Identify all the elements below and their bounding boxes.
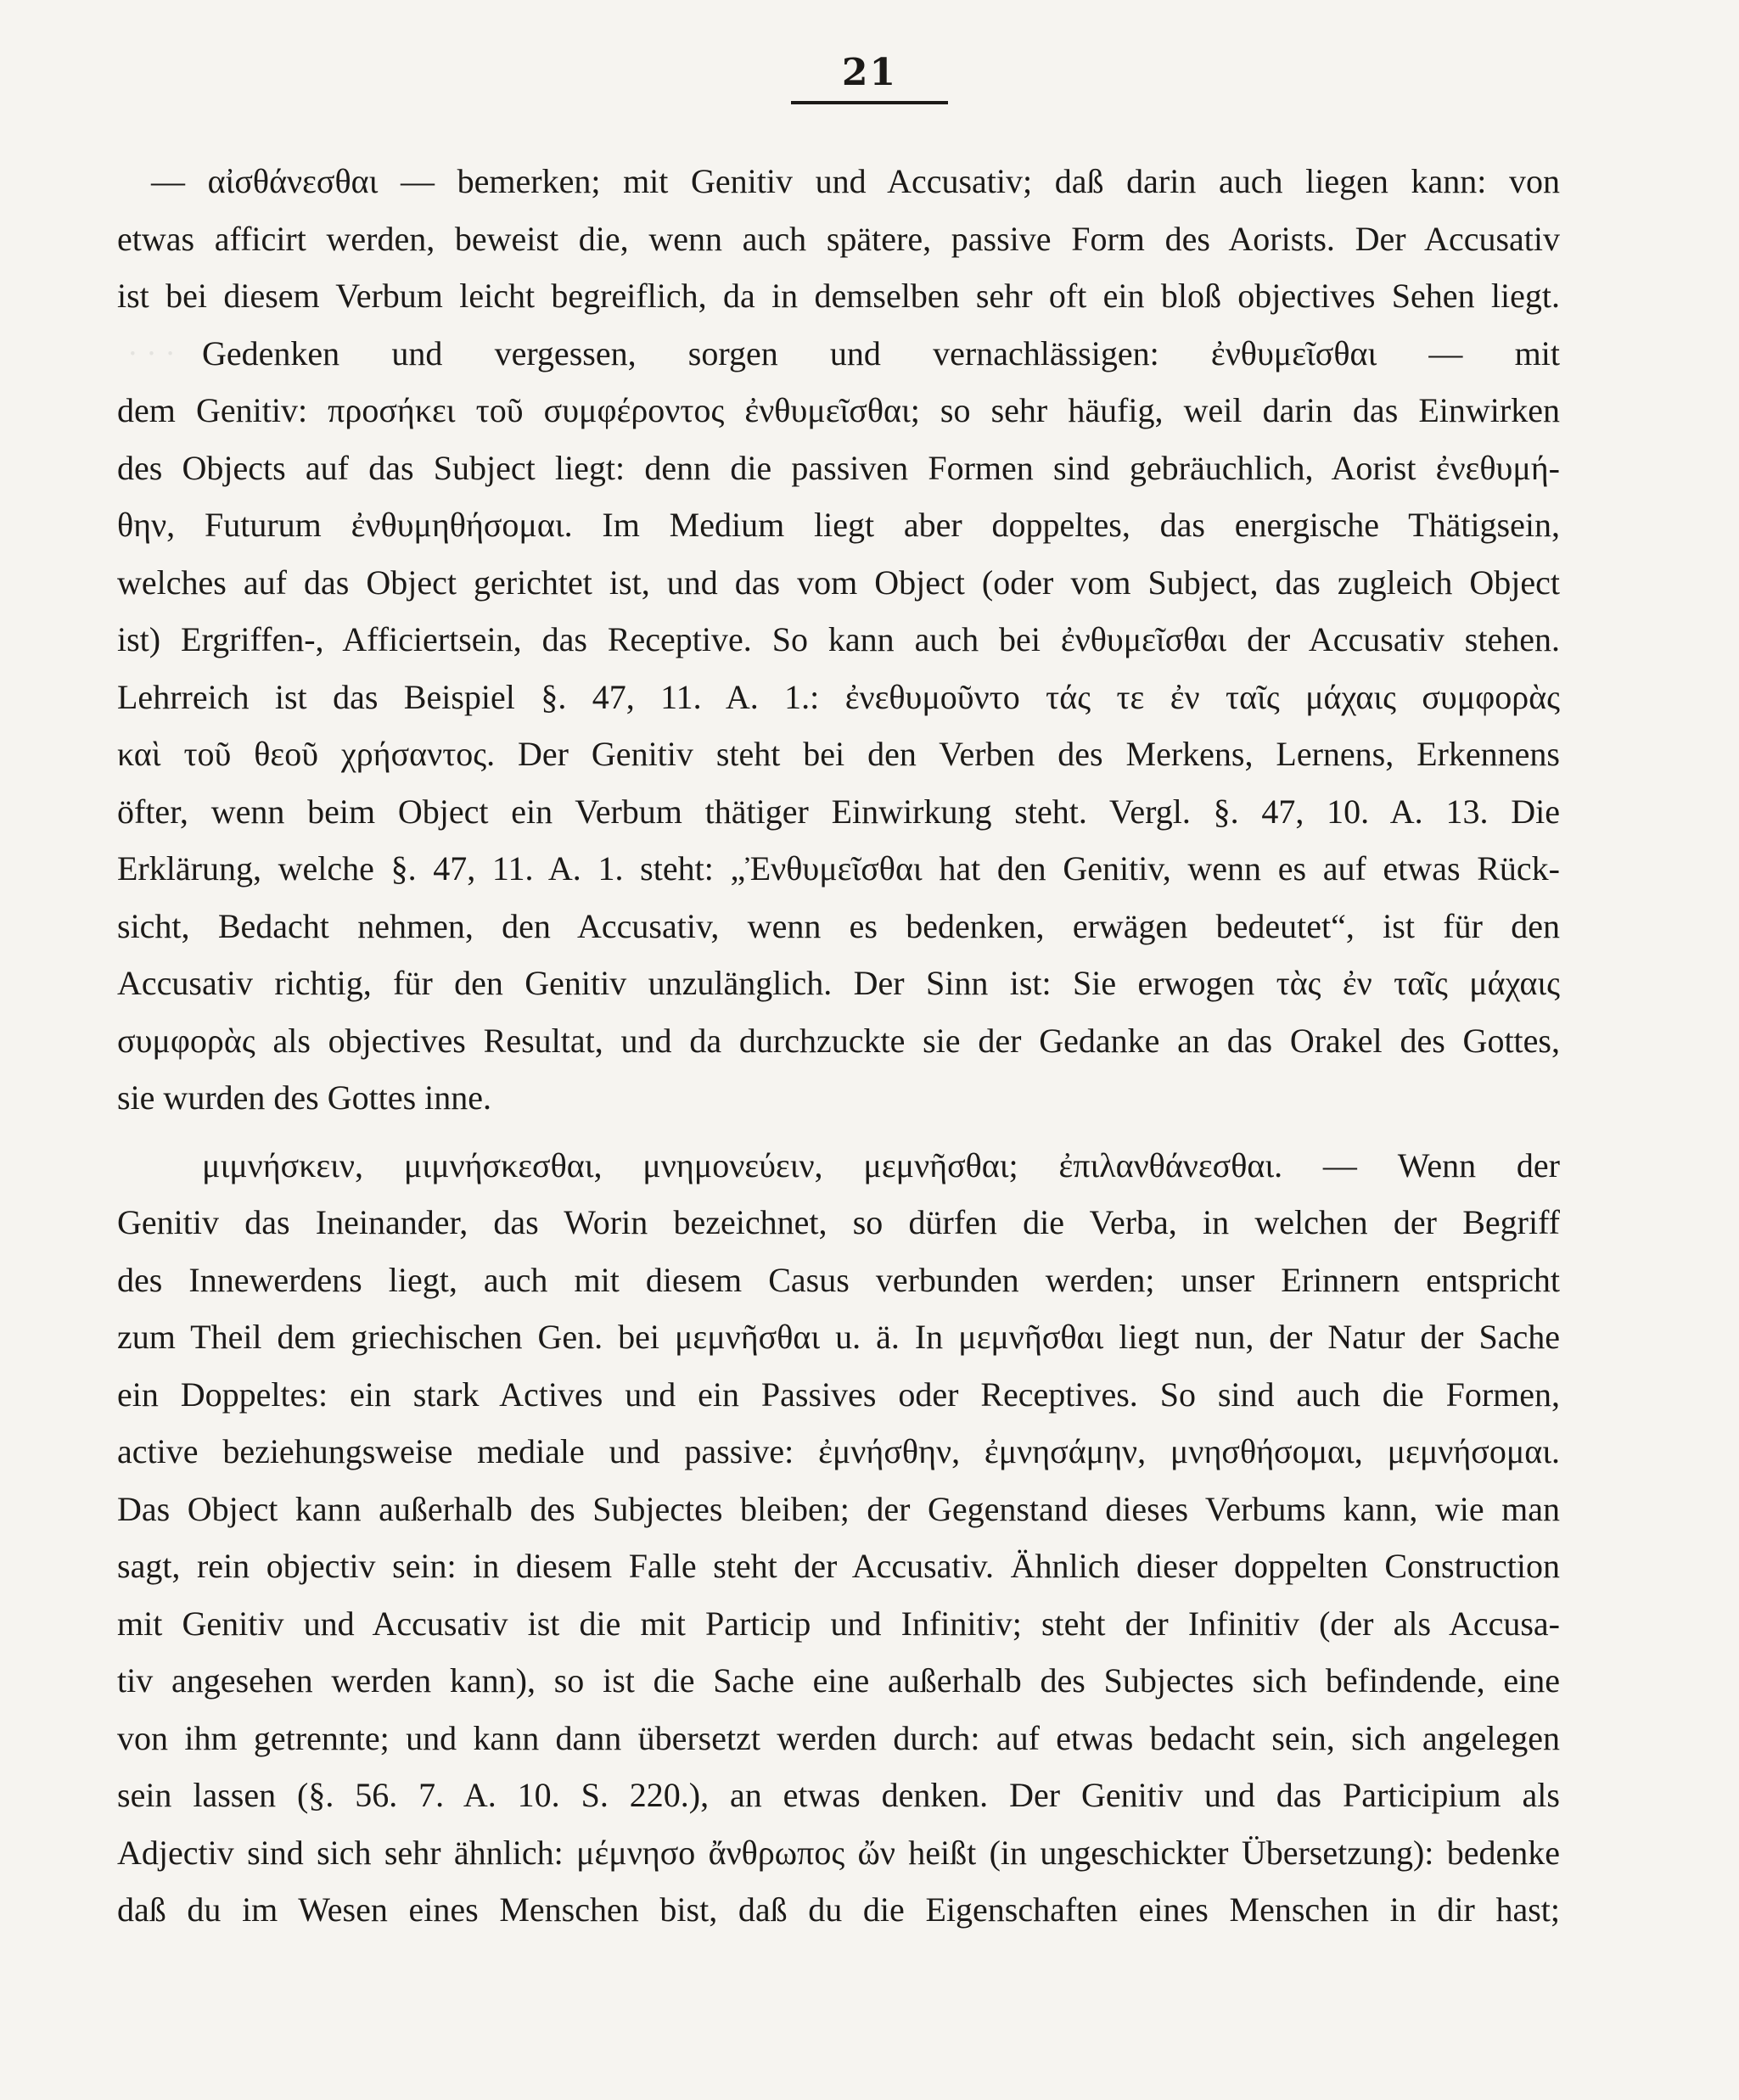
text-line: μιμνήσκειν, μιμνήσκεσθαι, μνημονεύειν, μεμνῆσθαι; ἐπιλανθάνεσθαι. — Wenn der <box>202 1145 1560 1184</box>
text-line: Gedenken und vergessen, sorgen und vernachlässigen: ἐνθυμεῖσθαι — mit <box>202 333 1560 372</box>
bleed-through-text: · · · <box>127 336 176 372</box>
text-line: — αἰσθάνεσθαι — bemerken; mit Genitiv und Accusativ; daß darin auch liegen kann: von <box>151 162 1560 200</box>
text-line: sicht, Bedacht nehmen, den Accusativ, wenn es bedenken, erwägen bedeutet“, ist für den <box>117 906 1560 945</box>
text-line: συμφορὰς als objectives Resultat, und da durchzuckte sie der Gedanke an das Orakel des Gottes, <box>117 1021 1560 1060</box>
text-line: ein Doppeltes: ein stark Actives und ein Passives oder Receptives. So sind auch die Formen, <box>117 1375 1560 1414</box>
text-line: Lehrreich ist das Beispiel §. 47, 11. A. 1.: ἐνεθυμοῦντο τάς τε ἐν ταῖς μάχαις συμφορὰς <box>117 677 1560 716</box>
text-line: Accusativ richtig, für den Genitiv unzulänglich. Der Sinn ist: Sie erwogen τὰς ἐν ταῖς μάχαις <box>117 964 1560 1002</box>
text-line: active beziehungsweise mediale und passive: ἐμνήσθην, ἐμνησάμην, μνησθήσομαι, μεμνήσομαι. <box>117 1432 1560 1470</box>
text-line: des Innewerdens liegt, auch mit diesem Casus verbunden werden; unser Erinnern entspricht <box>117 1260 1560 1299</box>
text-line: zum Theil dem griechischen Gen. bei μεμνῆσθαι u. ä. In μεμνῆσθαι liegt nun, der Natur der Sache <box>117 1318 1560 1356</box>
body-text <box>117 153 1560 1939</box>
page-header <box>0 51 1739 104</box>
text-line: Erklärung, welche §. 47, 11. A. 1. steht: „Ἐνθυμεῖσθαι hat den Genitiv, wenn es auf etwas Rück- <box>117 849 1560 888</box>
text-line: tiv angesehen werden kann), so ist die Sache eine außerhalb des Subjectes sich befindende, eine <box>117 1661 1560 1700</box>
text-line: des Objects auf das Subject liegt: denn die passiven Formen sind gebräuchlich, Aorist ἐνεθυμή- <box>117 448 1560 487</box>
text-line: θην, Futurum ἐνθυμηθήσομαι. Im Medium liegt aber doppeltes, das energische Thätigsein, <box>117 506 1560 544</box>
page-number: 21 <box>791 51 948 104</box>
text-line: welches auf das Object gerichtet ist, und das vom Object (oder vom Subject, das zugleich Object <box>117 563 1560 602</box>
text-line: sein lassen (§. 56. 7. A. 10. S. 220.), an etwas denken. Der Genitiv und das Participium als <box>117 1776 1560 1814</box>
text-line: sie wurden des Gottes inne. <box>117 1078 492 1117</box>
text-line: Genitiv das Ineinander, das Worin bezeichnet, so dürfen die Verba, in welchen der Begriff <box>117 1203 1560 1241</box>
text-line: dem Genitiv: προσήκει τοῦ συμφέροντος ἐνθυμεῖσθαι; so sehr häufig, weil darin das Einwirken <box>117 391 1560 429</box>
text-line: von ihm getrennte; und kann dann übersetzt werden durch: auf etwas bedacht sein, sich angelegen <box>117 1718 1560 1757</box>
text-line: daß du im Wesen eines Menschen bist, daß du die Eigenschaften eines Menschen in dir hast; <box>117 1890 1560 1929</box>
text-line: καὶ τοῦ θεοῦ χρήσαντος. Der Genitiv steht bei den Verben des Merkens, Lernens, Erkennens <box>117 735 1560 773</box>
text-line: sagt, rein objectiv sein: in diesem Falle steht der Accusativ. Ähnlich dieser doppelten Construction <box>117 1547 1560 1585</box>
text-line: ist bei diesem Verbum leicht begreiflich, da in demselben sehr oft ein bloß objectives Sehen liegt. <box>117 277 1560 315</box>
text-line: etwas afficirt werden, beweist die, wenn auch spätere, passive Form des Aorists. Der Accusativ <box>117 219 1560 258</box>
text-line: ist) Ergriffen-, Afficiertsein, das Receptive. So kann auch bei ἐνθυμεῖσθαι der Accusativ stehen. <box>117 620 1560 658</box>
text-line: Das Object kann außerhalb des Subjectes bleiben; der Gegenstand dieses Verbums kann, wie man <box>117 1489 1560 1528</box>
text-line: Adjectiv sind sich sehr ähnlich: μέμνησο ἄνθρωπος ὤν heißt (in ungeschickter Übersetzung): bedenke <box>117 1833 1560 1872</box>
text-line: mit Genitiv und Accusativ ist die mit Particip und Infinitiv; steht der Infinitiv (der als Accusa- <box>117 1604 1560 1643</box>
text-line: öfter, wenn beim Object ein Verbum thätiger Einwirkung steht. Vergl. §. 47, 10. A. 13. Die <box>117 792 1560 831</box>
